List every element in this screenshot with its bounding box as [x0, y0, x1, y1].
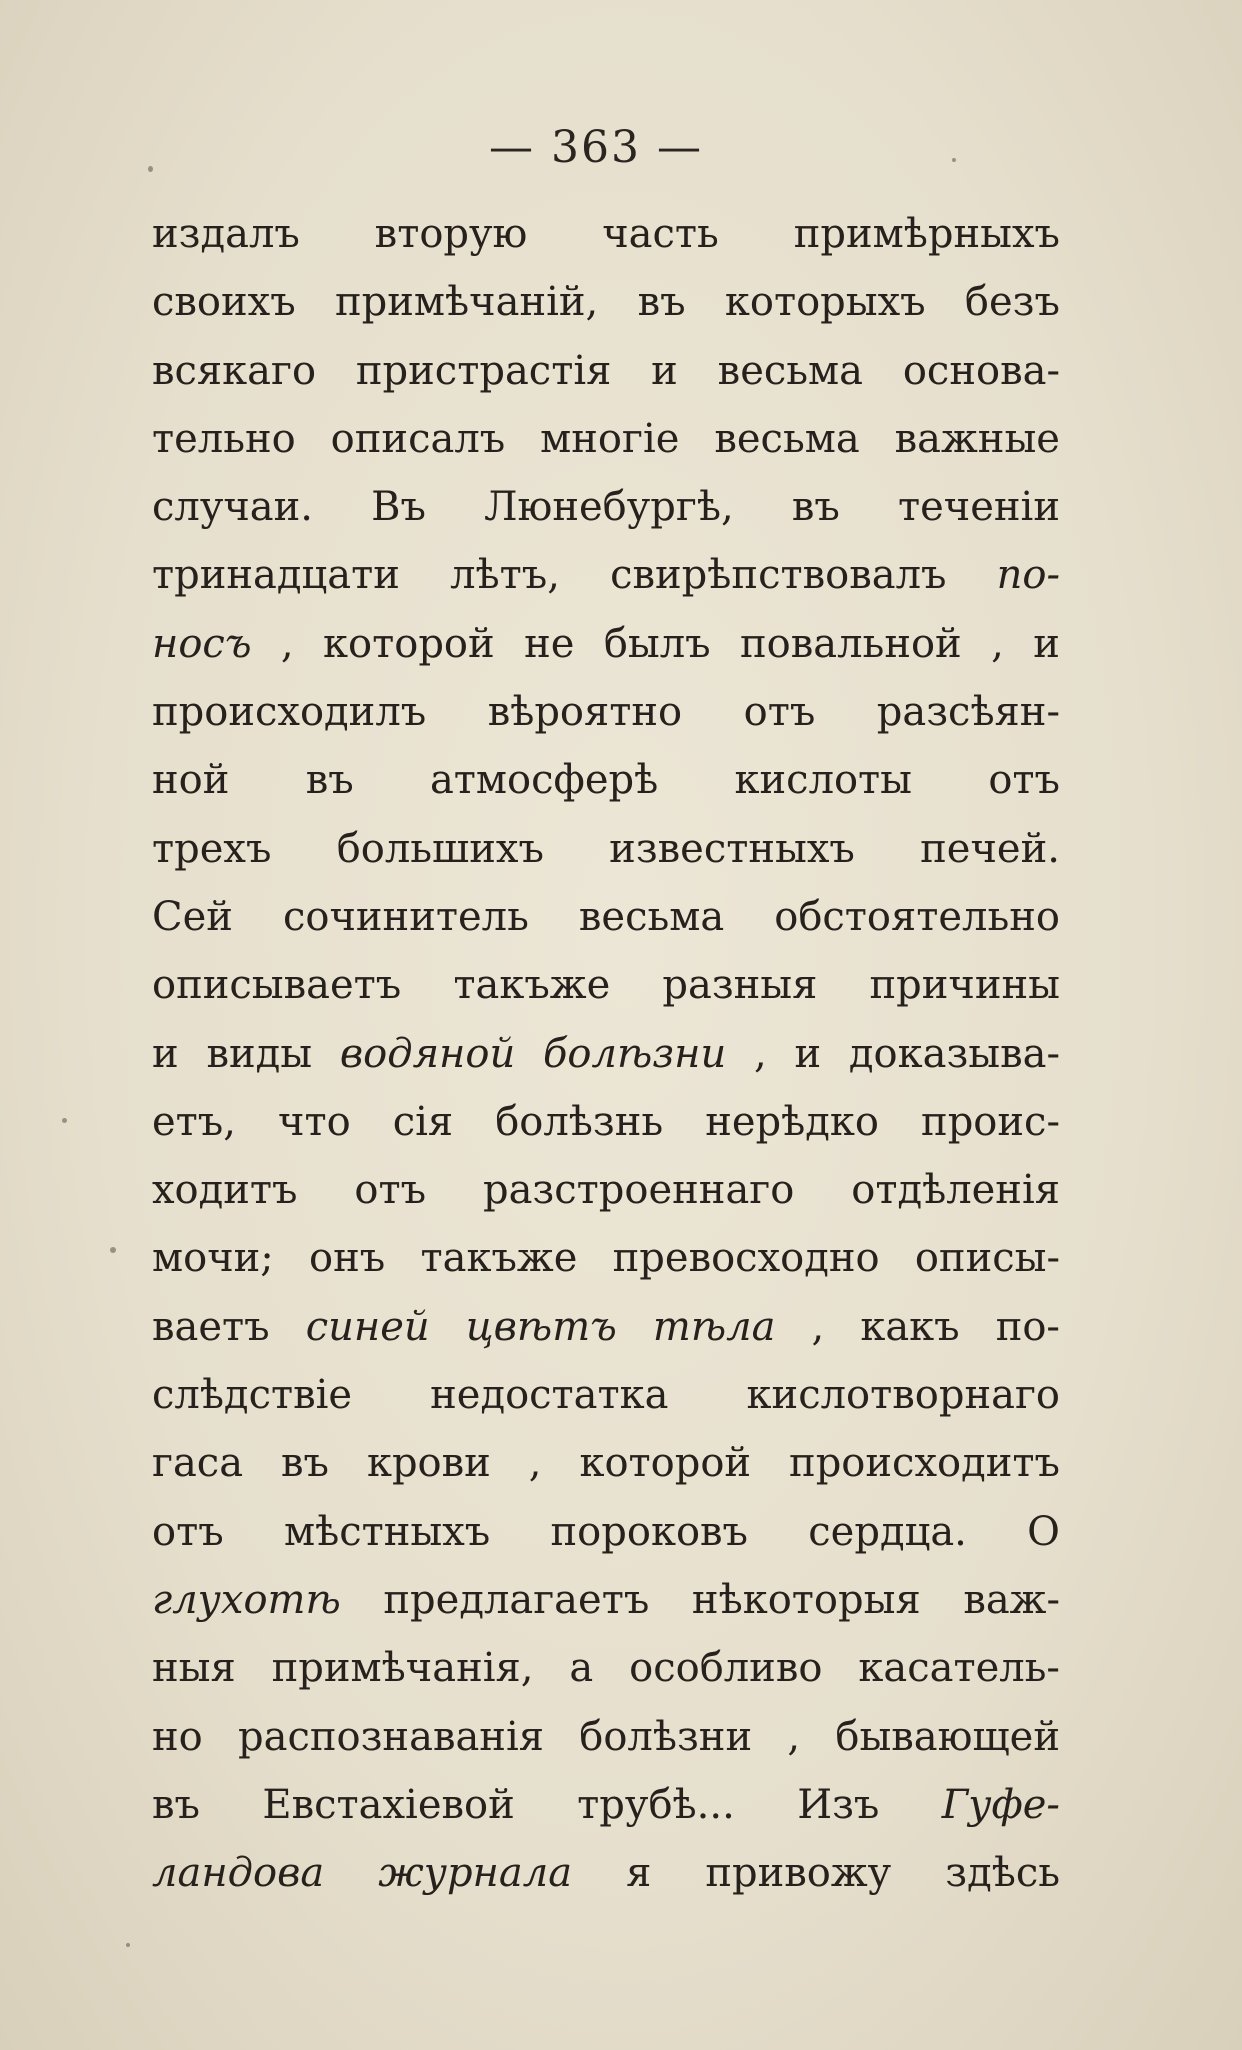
word: свирѣпствовалъ [610, 552, 947, 599]
word: и [1033, 620, 1060, 667]
word: я [626, 1850, 652, 1897]
text-line [152, 473, 1060, 541]
word: тельно [152, 415, 296, 462]
text-line [152, 200, 1060, 268]
word: тринадцати [152, 552, 400, 599]
word: которой [579, 1440, 752, 1487]
word: вѣроятно [487, 689, 683, 736]
word: Изъ [797, 1781, 880, 1828]
word: болѣзнь [495, 1098, 664, 1145]
word: издалъ [152, 211, 300, 257]
word: теченіи [897, 484, 1060, 531]
text-line [152, 1771, 1060, 1839]
word: но [152, 1713, 203, 1760]
word: и [794, 1030, 822, 1077]
word: важ- [963, 1576, 1060, 1623]
word: , [787, 1713, 801, 1760]
italic-word: цвѣтъ [465, 1303, 617, 1350]
word: привожу [705, 1850, 892, 1897]
body-text [152, 200, 1060, 1907]
italic-word: тѣла [652, 1303, 776, 1350]
word: безъ [964, 279, 1060, 326]
italic-word: журнала [378, 1850, 573, 1897]
word: ной [152, 757, 230, 804]
word: причины [869, 962, 1060, 1009]
word: разстроеннаго [482, 1167, 795, 1214]
paper-speck [110, 1247, 116, 1253]
word: которой [323, 620, 495, 667]
word: пристрастія [355, 347, 612, 394]
word: етъ, [152, 1098, 236, 1145]
italic-word: глухотѣ [152, 1576, 341, 1623]
word: сочинитель [282, 893, 529, 940]
word: , [753, 1030, 767, 1077]
text-line [152, 337, 1060, 405]
word: Сей [152, 893, 233, 940]
word: виды [206, 1030, 313, 1077]
word: примѣрныхъ [793, 211, 1060, 257]
word: , [991, 620, 1004, 667]
word: примѣчаній, [334, 279, 599, 326]
word: происходитъ [789, 1440, 1060, 1487]
word: отдѣленія [851, 1167, 1060, 1214]
word: большихъ [336, 825, 544, 872]
word: своихъ [152, 279, 296, 326]
word: отъ [152, 1508, 224, 1555]
italic-word: водяной [339, 1030, 516, 1077]
word: происходилъ [152, 689, 427, 736]
text-line [152, 1634, 1060, 1702]
word: ныя [152, 1645, 236, 1692]
word: печей. [920, 825, 1060, 872]
word: онъ [309, 1235, 386, 1282]
word: Люнебургѣ, [484, 484, 734, 531]
text-line [152, 1020, 1060, 1088]
word: здѣсь [945, 1850, 1060, 1897]
word: и [651, 347, 678, 394]
paper-speck [148, 166, 153, 172]
text-line [152, 951, 1060, 1019]
italic-word: синей [305, 1303, 430, 1350]
word: касатель- [858, 1645, 1060, 1692]
word: такъже [453, 962, 611, 1009]
text-line [152, 405, 1060, 473]
word: О [1027, 1508, 1060, 1555]
word: нѣкоторыя [691, 1576, 921, 1623]
word: отъ [988, 757, 1060, 804]
text-line [152, 1361, 1060, 1429]
word: вторую [374, 211, 528, 257]
word: трехъ [152, 825, 272, 872]
text-line [152, 678, 1060, 746]
word: которыхъ [724, 279, 926, 326]
text-line [152, 1703, 1060, 1771]
word: въ [152, 1781, 200, 1828]
word: ваетъ [152, 1303, 270, 1350]
italic-word: носъ [152, 620, 252, 667]
text-line [152, 746, 1060, 814]
word: лѣтъ, [450, 552, 560, 599]
word: гаса [152, 1440, 244, 1487]
word: Евстахіевой [262, 1781, 515, 1828]
paper-speck [126, 1943, 130, 1947]
word: особливо [629, 1645, 823, 1692]
word: описы- [914, 1235, 1060, 1282]
word: , [811, 1303, 825, 1350]
paper-speck [952, 158, 956, 162]
word: и [152, 1030, 179, 1077]
text-line [152, 1498, 1060, 1566]
italic-word: Гуфе- [941, 1781, 1060, 1828]
word: многіе [540, 415, 680, 462]
text-line [152, 1839, 1060, 1907]
word: атмосферѣ [429, 757, 659, 804]
word: случаи. [152, 484, 314, 531]
word: весьма [578, 893, 725, 940]
word: въ [281, 1440, 329, 1487]
word: всякаго [152, 347, 317, 394]
word: мочи; [152, 1235, 274, 1282]
italic-word: ландова [152, 1850, 325, 1897]
word: въ [637, 279, 686, 326]
word: ходитъ [152, 1167, 298, 1214]
word: проис- [921, 1098, 1060, 1145]
word: сія [392, 1098, 454, 1145]
word: въ [791, 484, 840, 531]
word: весьма [717, 347, 864, 394]
word: известныхъ [609, 825, 855, 872]
text-line [152, 1293, 1060, 1361]
italic-word: болѣзни [543, 1030, 727, 1077]
word: мѣстныхъ [283, 1508, 491, 1555]
word: бывающей [835, 1713, 1060, 1760]
word: кислоты [734, 757, 913, 804]
word: трубѣ... [577, 1781, 735, 1828]
text-line [152, 883, 1060, 951]
word: основа- [902, 347, 1060, 394]
word: слѣдствіе [152, 1372, 353, 1419]
text-line [152, 268, 1060, 336]
word: часть [602, 211, 719, 257]
word: отъ [743, 689, 816, 736]
word: , [528, 1440, 542, 1487]
word: какъ [860, 1303, 960, 1350]
word: доказыва- [848, 1030, 1060, 1077]
word: такъже [420, 1235, 578, 1282]
word: повальной [740, 620, 962, 667]
word: примѣчанія, [271, 1645, 534, 1692]
word: нерѣдко [705, 1098, 879, 1145]
word: не [524, 620, 575, 667]
word: отъ [354, 1167, 427, 1214]
word: разныя [662, 962, 818, 1009]
text-line [152, 610, 1060, 678]
text-line [152, 541, 1060, 609]
word: весьма [714, 415, 860, 462]
word: Въ [371, 484, 426, 531]
word: что [278, 1098, 351, 1145]
word: распознаванія [238, 1713, 544, 1760]
word: а [569, 1645, 594, 1692]
word: превосходно [612, 1235, 880, 1282]
word: важные [894, 415, 1060, 462]
word: кислотворнаго [746, 1372, 1060, 1419]
word: , [280, 620, 294, 667]
word: сердца. [808, 1508, 967, 1555]
text-line [152, 1224, 1060, 1292]
page-number: — 363 — [489, 122, 703, 173]
word: крови [366, 1440, 491, 1487]
text-line [152, 1088, 1060, 1156]
word: въ [305, 757, 354, 804]
word: разсѣян- [876, 689, 1060, 736]
paper-speck [62, 1118, 67, 1123]
word: описываетъ [152, 962, 402, 1009]
word: обстоятельно [774, 893, 1060, 940]
text-line [152, 1156, 1060, 1224]
word: предлагаетъ [383, 1576, 650, 1623]
italic-word: по- [996, 552, 1060, 599]
word: недостатка [430, 1372, 669, 1419]
text-line [152, 1429, 1060, 1497]
word: по- [995, 1303, 1060, 1350]
text-line [152, 815, 1060, 883]
word: описалъ [330, 415, 506, 462]
text-line [152, 1566, 1060, 1634]
word: пороковъ [550, 1508, 748, 1555]
word: былъ [603, 620, 711, 667]
word: болѣзни [579, 1713, 753, 1760]
